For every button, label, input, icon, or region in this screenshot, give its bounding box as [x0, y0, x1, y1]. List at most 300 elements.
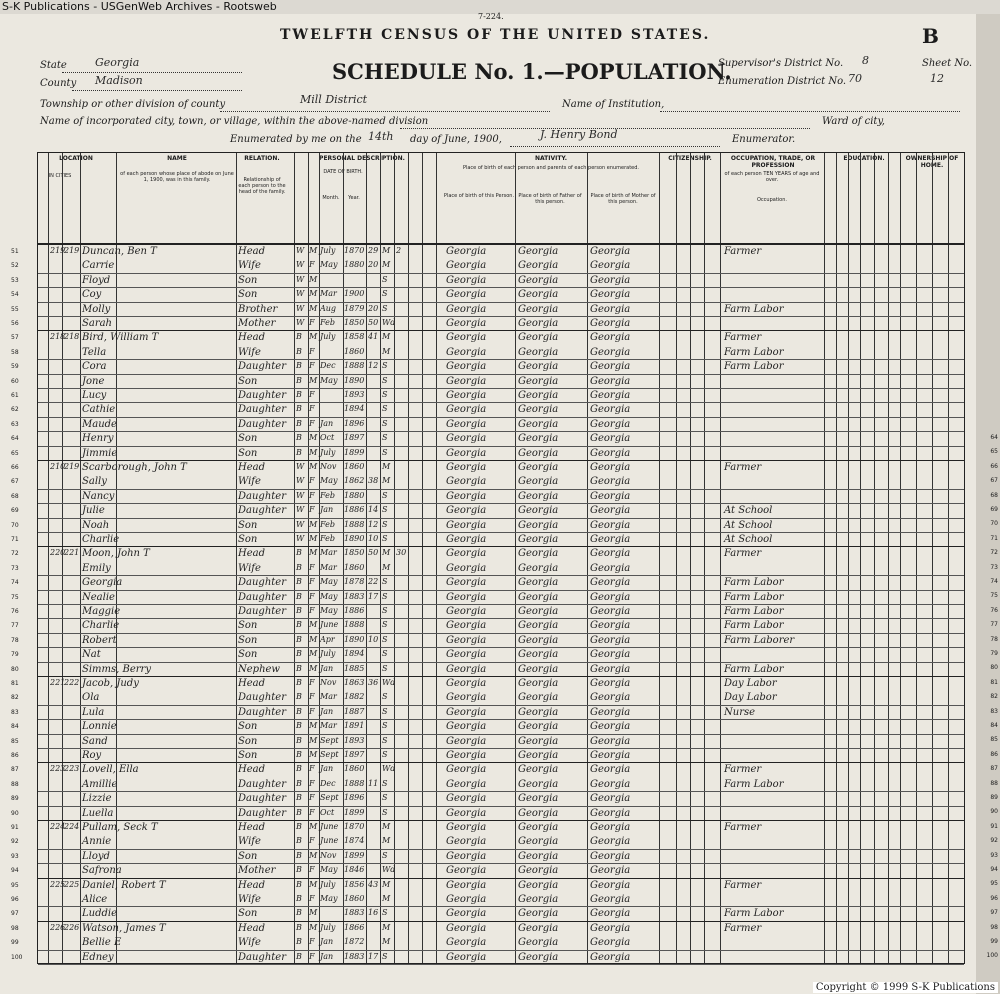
cell-month: June — [320, 822, 339, 831]
cell-name: Charlie — [82, 534, 120, 545]
supervisor-value: 8 — [862, 54, 869, 67]
cell-age: 12 — [368, 519, 379, 529]
cell-marital: S — [382, 721, 388, 731]
cell-dwelling: 223 — [50, 764, 66, 774]
cell-year: 1896 — [344, 418, 365, 428]
cell-name: Cathie — [82, 404, 116, 416]
enumeration-label: Enumeration District No. — [718, 76, 847, 87]
cell-mother: Georgia — [590, 879, 631, 891]
cell-relation: Head — [238, 462, 266, 473]
cell-name: Duncan, Ben T — [82, 246, 157, 257]
cell-sex: M — [309, 375, 318, 385]
cell-sex: F — [309, 778, 315, 788]
cell-year: 1879 — [344, 303, 365, 313]
cell-marital: Wd — [382, 865, 396, 875]
cell-color: B — [296, 778, 302, 788]
cell-color: B — [296, 663, 302, 673]
cell-year: 1863 — [344, 678, 365, 687]
cell-year: 1893 — [344, 735, 365, 745]
cell-marital: S — [382, 390, 388, 399]
cell-birth: Georgia — [446, 649, 487, 661]
cell-marital: S — [382, 908, 388, 918]
group-nativity: NATIVITY. — [534, 155, 568, 162]
cell-dwelling: 219 — [50, 246, 66, 255]
margin-number: 70 — [990, 520, 998, 528]
cell-relation: Wife — [238, 894, 261, 905]
cell-name: Maude — [82, 418, 117, 430]
cell-year: 1896 — [344, 793, 365, 803]
schedule-title: SCHEDULE No. 1.—POPULATION. — [332, 59, 732, 84]
cell-month: Mar — [320, 692, 337, 702]
cell-name: Georgia — [82, 577, 123, 589]
cell-father: Georgia — [518, 606, 559, 617]
cell-month: May — [320, 375, 338, 385]
cell-occupation: Farmer — [724, 879, 762, 891]
cell-dwelling: 221 — [50, 678, 66, 687]
cell-years-married: 30 — [396, 548, 407, 558]
cell-family: 219 — [64, 246, 80, 255]
cell-occupation: Farm Labor — [724, 663, 784, 675]
cell-occupation: Farmer — [724, 462, 762, 473]
line-number: 93 — [11, 852, 19, 860]
cell-age: 10 — [368, 634, 379, 644]
table-row — [11, 922, 964, 937]
cell-sex: F — [309, 606, 315, 615]
line-number: 92 — [11, 838, 19, 846]
cell-year: 1856 — [344, 879, 365, 889]
cell-mother: Georgia — [590, 519, 631, 531]
cell-dwelling: 210 — [50, 462, 66, 471]
cell-relation: Mother — [238, 318, 276, 329]
cell-sex: M — [309, 908, 318, 918]
cell-sex: F — [309, 404, 315, 414]
cell-sex: F — [309, 591, 315, 601]
cell-month: Dec — [320, 361, 336, 371]
cell-name: Annie — [82, 836, 112, 848]
cell-color: B — [296, 822, 302, 831]
line-number: 95 — [11, 881, 19, 889]
cell-sex: F — [309, 764, 315, 774]
city-label: Name of incorporated city, town, or village, within the above-named division — [40, 116, 429, 127]
cell-family: 225 — [64, 879, 80, 889]
cell-birth: Georgia — [446, 822, 487, 833]
line-number: 87 — [11, 766, 19, 774]
cell-relation: Daughter — [238, 793, 286, 805]
enumerator-value: J. Henry Bond — [540, 128, 618, 141]
cell-name: Charlie — [82, 620, 120, 632]
cell-year: 1860 — [344, 346, 365, 356]
cell-year: 1850 — [344, 318, 365, 327]
cell-name: Sally — [82, 476, 107, 488]
cell-relation: Mother — [238, 865, 276, 877]
cell-name: Maggie — [82, 606, 121, 617]
cell-sex: M — [309, 649, 318, 659]
cell-father: Georgia — [518, 246, 559, 257]
cell-birth: Georgia — [446, 663, 487, 675]
cell-mother: Georgia — [590, 750, 631, 761]
cell-color: W — [296, 303, 305, 313]
cell-father: Georgia — [518, 937, 559, 949]
cell-marital: M — [382, 476, 391, 486]
cell-birth: Georgia — [446, 577, 487, 589]
cell-age: 10 — [368, 534, 379, 543]
cell-father: Georgia — [518, 332, 559, 344]
cell-year: 1860 — [344, 764, 365, 774]
cell-mother: Georgia — [590, 591, 631, 603]
cell-mother: Georgia — [590, 764, 631, 776]
cell-birth: Georgia — [446, 908, 487, 920]
cell-family: 221 — [64, 548, 80, 558]
cell-color: B — [296, 620, 302, 630]
cell-year: 1899 — [344, 850, 365, 860]
cell-color: W — [296, 519, 305, 529]
cell-marital: S — [382, 634, 388, 644]
line-number: 76 — [11, 608, 19, 615]
cell-month: Feb — [320, 519, 335, 529]
cell-sex: F — [309, 562, 315, 572]
cell-relation: Head — [238, 246, 266, 257]
line-number: 56 — [11, 320, 19, 327]
cell-mother: Georgia — [590, 634, 631, 646]
cell-marital: S — [382, 649, 388, 659]
margin-number: 73 — [990, 563, 998, 571]
line-number: 97 — [11, 910, 19, 918]
cell-family: 224 — [64, 822, 80, 831]
row-rule — [38, 921, 964, 922]
cell-sex: M — [309, 447, 318, 457]
cell-name: Roy — [82, 750, 102, 761]
cell-birth: Georgia — [446, 260, 487, 272]
line-number: 66 — [11, 464, 19, 471]
row-rule — [38, 460, 964, 461]
cell-marital: S — [382, 778, 388, 788]
cell-sex: F — [309, 937, 315, 947]
cell-father: Georgia — [518, 591, 559, 603]
cell-father: Georgia — [518, 706, 559, 718]
cell-relation: Daughter — [238, 591, 286, 603]
cell-color: B — [296, 879, 302, 889]
cell-birth: Georgia — [446, 390, 487, 401]
cell-name: Simms, Berry — [82, 663, 151, 675]
cell-mother: Georgia — [590, 274, 631, 286]
cell-year: 1897 — [344, 750, 365, 759]
cell-color: B — [296, 735, 302, 745]
cell-father: Georgia — [518, 534, 559, 545]
cell-name: Lloyd — [82, 850, 110, 862]
cell-birth: Georgia — [446, 505, 487, 517]
cell-year: 1878 — [344, 577, 365, 587]
cell-age: 14 — [368, 505, 379, 515]
cell-father: Georgia — [518, 807, 559, 819]
cell-relation: Head — [238, 678, 266, 689]
cell-month: July — [320, 332, 336, 342]
cell-marital: S — [382, 577, 388, 587]
cell-color: B — [296, 836, 302, 846]
cell-month: May — [320, 577, 338, 587]
cell-month: Jan — [320, 706, 334, 716]
line-number: 62 — [11, 406, 19, 414]
cell-occupation: Farm Labor — [724, 346, 784, 358]
cell-family: 222 — [64, 678, 80, 687]
line-number: 96 — [11, 896, 19, 903]
cell-marital: S — [382, 490, 388, 500]
cell-month: Oct — [320, 433, 335, 443]
cell-color: B — [296, 692, 302, 702]
cell-father: Georgia — [518, 922, 559, 934]
cell-relation: Wife — [238, 562, 261, 574]
cell-color: B — [296, 908, 302, 918]
line-number: 98 — [11, 924, 19, 932]
subhead-relation: Relationship of each person to the head of the family. — [238, 177, 286, 195]
cell-father: Georgia — [518, 447, 559, 459]
cell-birth: Georgia — [446, 692, 487, 704]
line-number: 83 — [11, 708, 19, 716]
cell-sex: M — [309, 433, 318, 443]
cell-color: B — [296, 332, 302, 342]
cell-mother: Georgia — [590, 793, 631, 805]
cell-relation: Wife — [238, 836, 261, 848]
cell-father: Georgia — [518, 663, 559, 675]
cell-month: Mar — [320, 721, 337, 731]
cell-father: Georgia — [518, 634, 559, 646]
cell-father: Georgia — [518, 879, 559, 891]
cell-name: Floyd — [82, 274, 111, 286]
cell-sex: F — [309, 577, 315, 587]
cell-name: Daniel, Robert T — [82, 879, 166, 891]
row-rule — [38, 878, 964, 879]
cell-sex: M — [309, 332, 318, 342]
cell-name: Lula — [82, 706, 105, 718]
cell-color: W — [296, 318, 305, 327]
cell-year: 1883 — [344, 591, 365, 601]
cell-sex: M — [309, 634, 318, 644]
cell-dwelling: 224 — [50, 822, 66, 831]
cell-mother: Georgia — [590, 260, 631, 272]
cell-name: Moon, John T — [82, 548, 150, 560]
cell-color: B — [296, 721, 302, 731]
cell-age: 36 — [368, 678, 379, 687]
cell-age: 29 — [368, 246, 379, 255]
cell-marital: M — [382, 332, 391, 342]
cell-sex: F — [309, 894, 315, 903]
cell-color: W — [296, 274, 305, 284]
row-rule — [38, 330, 964, 331]
cell-mother: Georgia — [590, 404, 631, 416]
cell-name: Tella — [82, 346, 107, 358]
cell-sex: M — [309, 620, 318, 630]
cell-color: B — [296, 418, 302, 428]
margin-number: 81 — [990, 678, 998, 686]
cell-birth: Georgia — [446, 562, 487, 574]
group-education: EDUCATION. — [843, 155, 885, 162]
cell-color: W — [296, 490, 305, 500]
cell-birth: Georgia — [446, 764, 487, 776]
cell-birth: Georgia — [446, 418, 487, 430]
cell-father: Georgia — [518, 562, 559, 574]
line-number: 89 — [11, 795, 19, 803]
cell-mother: Georgia — [590, 663, 631, 675]
cell-marital: M — [382, 822, 391, 831]
cell-month: July — [320, 246, 336, 255]
group-location: LOCATION — [59, 155, 93, 162]
cell-father: Georgia — [518, 404, 559, 416]
cell-color: W — [296, 505, 305, 515]
cell-relation: Daughter — [238, 951, 286, 963]
cell-mother: Georgia — [590, 548, 631, 560]
cell-name: Jimmie — [82, 447, 118, 459]
cell-year: 1888 — [344, 778, 365, 788]
cell-relation: Son — [238, 375, 258, 387]
cell-name: Lovell, Ella — [82, 764, 139, 776]
cell-mother: Georgia — [590, 361, 631, 373]
margin-number: 84 — [990, 722, 998, 729]
cell-sex: F — [309, 505, 315, 515]
cell-birth: Georgia — [446, 894, 487, 905]
cell-relation: Head — [238, 822, 266, 833]
cell-marital: M — [382, 922, 391, 932]
cell-sex: F — [309, 476, 315, 486]
cell-color: B — [296, 706, 302, 716]
table-row — [11, 461, 964, 476]
cell-year: 1846 — [344, 865, 365, 875]
line-number: 78 — [11, 636, 19, 644]
cell-sex: F — [309, 793, 315, 803]
cell-year: 1882 — [344, 692, 365, 702]
cell-month: Mar — [320, 562, 337, 572]
cell-sex: F — [309, 418, 315, 428]
cell-color: W — [296, 246, 305, 255]
line-number: 88 — [11, 780, 19, 788]
cell-mother: Georgia — [590, 778, 631, 790]
cell-month: Mar — [320, 289, 337, 299]
cell-dwelling: 225 — [50, 879, 66, 889]
cell-mother: Georgia — [590, 894, 631, 905]
margin-number: 78 — [990, 635, 998, 643]
cell-sex: M — [309, 303, 318, 313]
cell-relation: Wife — [238, 937, 261, 949]
cell-father: Georgia — [518, 865, 559, 877]
cell-year: 1858 — [344, 332, 365, 342]
cell-father: Georgia — [518, 548, 559, 560]
table-row — [11, 331, 964, 346]
cell-year: 1900 — [344, 289, 365, 299]
cell-father: Georgia — [518, 289, 559, 301]
row-rule — [38, 676, 964, 677]
cell-family: 226 — [64, 922, 80, 932]
cell-mother: Georgia — [590, 706, 631, 718]
cell-month: May — [320, 476, 338, 486]
cell-name: Safrona — [82, 865, 122, 877]
cell-color: B — [296, 447, 302, 457]
margin-number: 95 — [990, 880, 998, 888]
cell-marital: S — [382, 274, 388, 284]
cell-birth: Georgia — [446, 750, 487, 761]
cell-month: May — [320, 591, 338, 601]
margin-number: 90 — [990, 808, 998, 816]
cell-relation: Son — [238, 620, 258, 632]
cell-name: Robert — [82, 634, 117, 646]
cell-sex: M — [309, 850, 318, 860]
cell-birth: Georgia — [446, 548, 487, 560]
cell-age: 43 — [368, 879, 379, 889]
cell-occupation: Farmer — [724, 548, 762, 560]
cell-name: Bird, William T — [82, 332, 159, 344]
line-number: 59 — [11, 363, 19, 371]
cell-sex: M — [309, 879, 318, 889]
cell-occupation: At School — [724, 505, 773, 517]
cell-year: 1883 — [344, 908, 365, 918]
cell-marital: S — [382, 519, 388, 529]
cell-sex: F — [309, 490, 315, 500]
margin-number: 66 — [990, 462, 998, 470]
cell-mother: Georgia — [590, 476, 631, 488]
cell-marital: S — [382, 534, 388, 543]
cell-mother: Georgia — [590, 346, 631, 358]
cell-marital: M — [382, 562, 391, 572]
cell-mother: Georgia — [590, 850, 631, 862]
margin-number: 82 — [990, 693, 998, 701]
cell-father: Georgia — [518, 735, 559, 747]
margin-number: 99 — [990, 938, 998, 945]
cell-mother: Georgia — [590, 937, 631, 949]
cell-month: Mar — [320, 548, 337, 558]
table-row — [11, 879, 964, 894]
cell-marital: S — [382, 793, 388, 803]
cell-mother: Georgia — [590, 303, 631, 315]
line-number: 54 — [11, 291, 19, 299]
margin-number: 71 — [990, 534, 998, 542]
cell-sex: M — [309, 274, 318, 284]
cell-month: Jan — [320, 505, 334, 515]
cell-month: July — [320, 649, 336, 659]
cell-name: Pullam, Seck T — [82, 822, 158, 833]
enumeration-value: 70 — [848, 72, 862, 85]
cell-mother: Georgia — [590, 318, 631, 329]
cell-year: 1890 — [344, 634, 365, 644]
cell-color: W — [296, 289, 305, 299]
cell-color: B — [296, 346, 302, 356]
cell-occupation: Farmer — [724, 922, 762, 934]
cell-color: B — [296, 678, 302, 687]
cell-color: B — [296, 433, 302, 443]
line-number: 91 — [11, 824, 19, 831]
cell-father: Georgia — [518, 649, 559, 661]
line-number: 73 — [11, 564, 19, 572]
cell-mother: Georgia — [590, 447, 631, 459]
cell-name: Lizzie — [82, 793, 112, 805]
cell-occupation: Farm Labor — [724, 908, 784, 920]
supervisor-label: Supervisor's District No. — [718, 58, 844, 69]
cell-name: Jacob, Judy — [82, 678, 139, 689]
cell-name: Ola — [82, 692, 100, 704]
subhead-date-of-birth: DATE OF BIRTH. — [323, 169, 363, 175]
cell-name: Bellie E — [82, 937, 122, 949]
cell-marital: M — [382, 548, 391, 558]
cell-father: Georgia — [518, 361, 559, 373]
line-number: 63 — [11, 420, 19, 428]
cell-month: Aug — [320, 303, 337, 313]
row-rule — [38, 964, 964, 965]
cell-month: Apr — [320, 634, 335, 644]
line-number: 84 — [11, 723, 19, 731]
cell-month: Jan — [320, 937, 334, 947]
cell-color: B — [296, 404, 302, 414]
cell-father: Georgia — [518, 519, 559, 531]
line-number: 53 — [11, 276, 19, 284]
cell-sex: M — [309, 750, 318, 759]
cell-sex: M — [309, 462, 318, 471]
line-number: 81 — [11, 680, 19, 687]
